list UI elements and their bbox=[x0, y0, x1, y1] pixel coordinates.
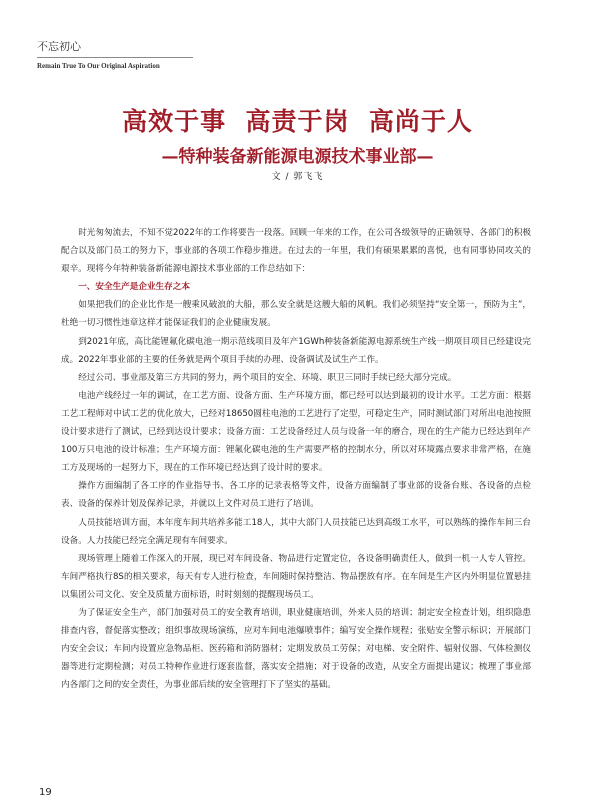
body-paragraph: 为了保证安全生产，部门加强对员工的安全教育培训，职业健康培训，外来人员的培训；制定安全检查计划，组织隐患排查内容，督促落实整改；组织事故现场演练，应对车间电池爆喷事件；编写安全操作规程；张贴安全警示标识；开展部门内安全会议；车间内设置应急物品柜、医药箱和消防器材；定期发放员工劳保；对电梯、安全附件、辐射仪器、气体检测仪器等进行定期检测；对员工特种作业进行逐套监督，落实安全措施；对于设备的改造，从安全方面提出建议；梳理了事业部内各部门之间的安全责任，为事业部后续的安全管理打下了坚实的基础。 bbox=[61, 607, 531, 691]
intro-paragraph: 时光匆匆流去，不知不觉2022年的工作将要告一段落。回顾一年来的工作，在公司各级领导的正确领导、各部门的积极配合以及部门员工的努力下，事业部的各项工作稳步推进。在过去的一年里，我们有硕果累累的喜悦，也有同事协同攻关的艰辛。现将今年特种装备新能源电源技术事业部的工作总结如下： bbox=[61, 228, 531, 275]
body-paragraph: 现场管理上随着工作深入的开展，现已对车间设备、物品进行定置定位，各设备明确责任人，做到一机一人专人管控。车间严格执行8S的相关要求，每天有专人进行检查，车间随时保持整洁、物品摆放有序。在车间是生产区内外明显位置悬挂以集团公司文化、安全及质量方面标语，时时刻刻的提醒现场员工。 bbox=[61, 553, 531, 600]
page-number: 19 bbox=[39, 787, 52, 798]
article-author: 文 / 郭飞飞 bbox=[271, 172, 324, 182]
section-heading: 一、安全生产是企业生存之本 bbox=[78, 282, 190, 293]
body-paragraph: 操作方面编制了各工序的作业指导书、各工序的记录表格等文件，设备方面编制了事业部的设备台账、各设备的点检表、设备的保养计划及保养记录，并就以上文件对员工进行了培训。 bbox=[61, 481, 531, 510]
body-paragraph: 如果把我们的企业比作是一艘乘风破浪的大船，那么安全就是这艘大船的风帆。我们必须坚持“安全第一，预防为主”，杜绝一切习惯性违章这样才能保证我们的企业健康发展。 bbox=[61, 300, 531, 329]
header-title-cn: 不忘初心 bbox=[37, 40, 81, 53]
body-paragraph: 到2021年底，高比能锂氟化碳电池一期示范线项目及年产1GWh种装备新能源电源系统生产线一期项目项目已经建设完成。2022年事业部的主要的任务就是两个项目手续的办理、设备调试及试生产工作。 bbox=[61, 336, 531, 365]
article-subtitle: —特种装备新能源电源技术事业部— bbox=[161, 147, 434, 167]
header-title-en: Remain True To Our Original Aspiration bbox=[37, 62, 160, 70]
article-title: 高效于事 高责于岗 高尚于人 bbox=[122, 107, 473, 136]
body-paragraph: 人员技能培训方面，本年度车间共培养多能工18人，其中大部门人员技能已达到高级工水平，可以熟练的操作车间三台设备。人力技能已经完全满足现有车间要求。 bbox=[61, 517, 531, 546]
article-body bbox=[61, 224, 531, 694]
header-divider bbox=[37, 57, 193, 58]
body-paragraph: 经过公司、事业部及第三方共同的努力，两个项目的安全、环境、职卫三同时手续已经大部分完成。 bbox=[78, 372, 457, 383]
body-paragraph: 电池产线经过一年的调试，在工艺方面、设备方面、生产环境方面，都已经可以达到最初的设计水平。工艺方面：根据工艺工程师对中试工艺的优化放大，已经对18650圆柱电池的工艺进行了定型，可稳定生产，同时测试部门对所出电池按照设计要求进行了测试，已经到达设计要求；设备方面：工艺设备经过人员与设备一年的磨合，现在的生产能力已经达到年产100万只电池的设计标准；生产环境方面：锂氟化碳电池的生产需要严格的控制水分，所以对环境露点要求非常严格，在施工方及现场的一起努力下，现在的工作环境已经达到了设计时的要求。 bbox=[61, 390, 531, 474]
running-header bbox=[37, 40, 193, 70]
